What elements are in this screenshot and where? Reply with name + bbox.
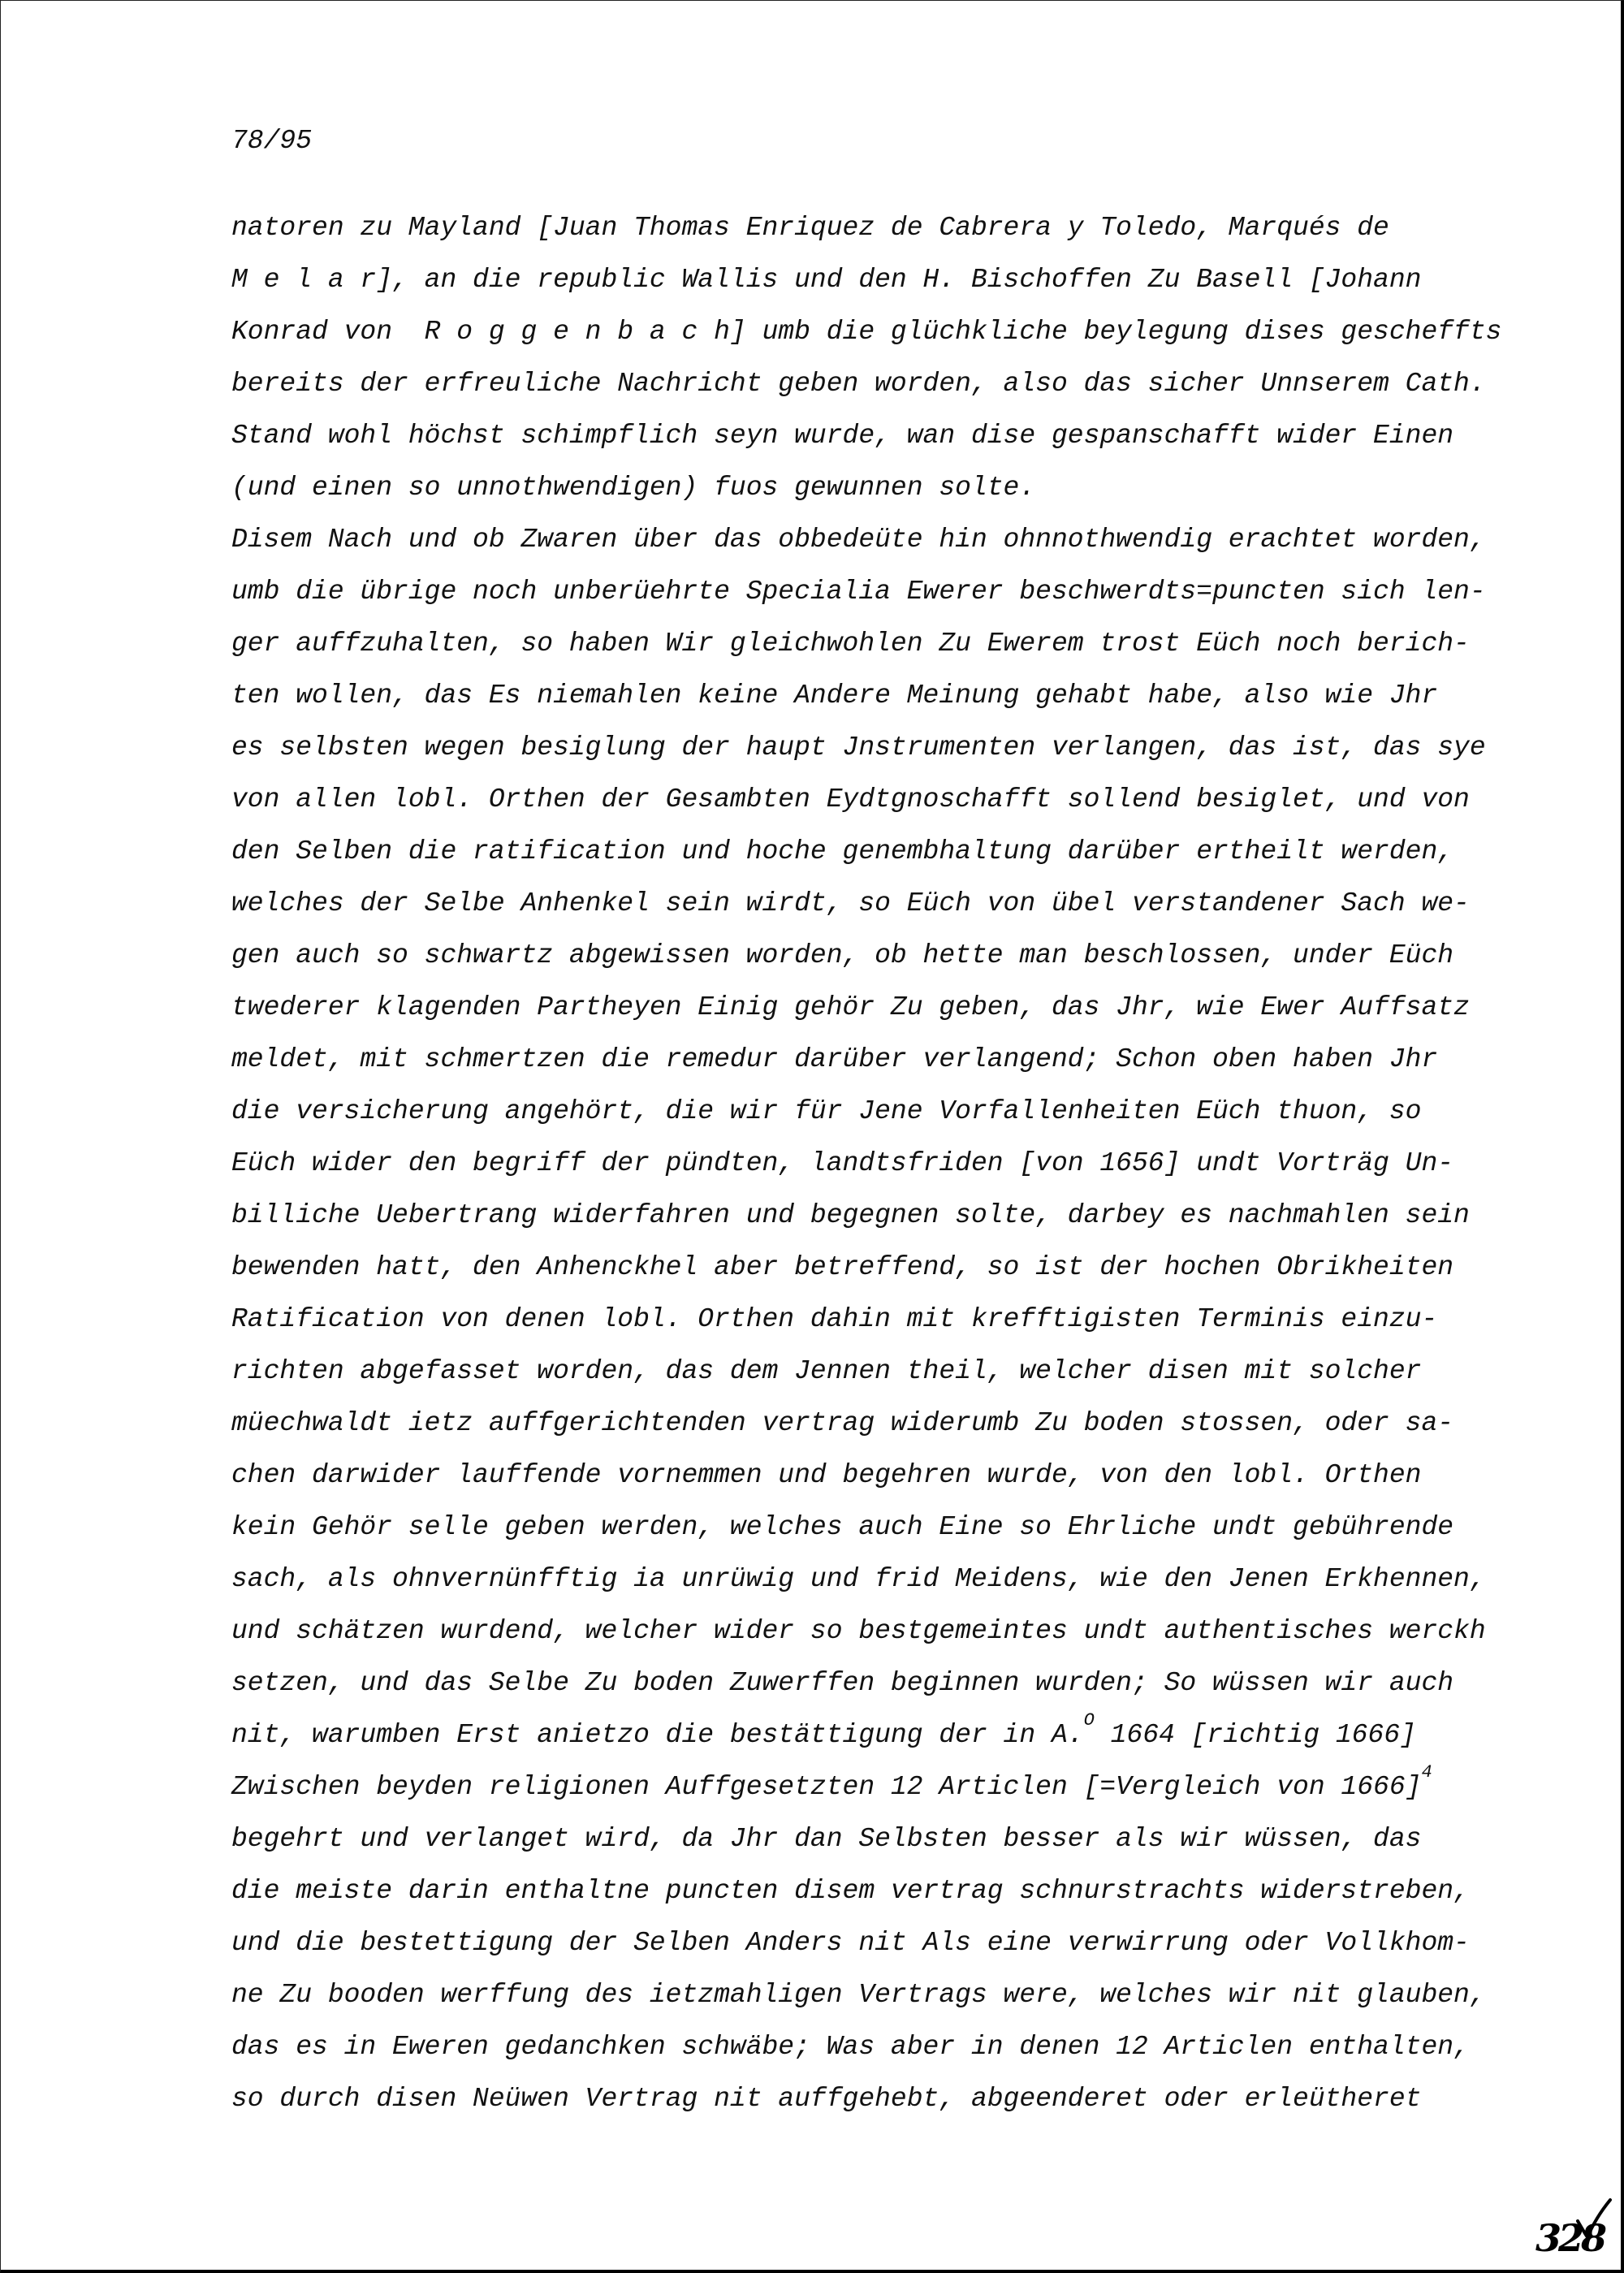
text-segment: den Selben die ratification und hoche genembhaltung darüber ertheilt werden, — [231, 836, 1454, 866]
text-segment: sach, als ohnvernünfftig ia unrüwig und frid Meidens, wie den Jenen Erkhennen, — [231, 1564, 1486, 1594]
text-line — [231, 1969, 1501, 2021]
text-segment: müechwaldt ietz auffgerichtenden vertrag widerumb Zu boden stossen, oder sa- — [231, 1408, 1454, 1438]
superscript: 4 — [1421, 1762, 1432, 1783]
text-line — [231, 982, 1501, 1034]
text-line — [231, 1086, 1501, 1138]
handwritten-folio-number — [1535, 2193, 1617, 2267]
text-line — [231, 566, 1501, 618]
text-segment: chen darwider lauffende vornemmen und begehren wurde, von den lobl. Orthen — [231, 1460, 1422, 1490]
text-line — [231, 514, 1501, 566]
text-segment: Zwischen beyden religionen Auffgesetzten 12 Articlen [=Vergleich von 1666] — [231, 1772, 1422, 1802]
text-line — [231, 462, 1501, 514]
text-segment: und schätzen wurdend, welcher wider so bestgemeintes undt authentisches werckh — [231, 1616, 1486, 1646]
text-line — [231, 1190, 1501, 1242]
text-line — [231, 1917, 1501, 1969]
text-segment: natoren zu Mayland [Juan Thomas Enriquez de Cabrera y Toledo, Marqués de — [231, 213, 1389, 243]
text-segment: billiche Uebertrang widerfahren und begegnen solte, darbey es nachmahlen sein — [231, 1200, 1470, 1230]
text-line — [231, 1502, 1501, 1554]
text-line — [231, 1294, 1501, 1346]
text-segment: nit, warumben Erst anietzo die bestättigung der in A. — [231, 1720, 1084, 1750]
text-line — [231, 1554, 1501, 1605]
superscript: O — [1083, 1710, 1095, 1731]
text-segment: Stand wohl höchst schimpflich seyn wurde, wan dise gespanschafft wider Einen — [231, 421, 1454, 451]
text-line — [231, 1398, 1501, 1450]
text-segment: (und einen so unnothwendigen) fuos gewunnen solte. — [231, 473, 1036, 503]
text-segment: bewenden hatt, den Anhenckhel aber betreffend, so ist der hochen Obrikheiten — [231, 1252, 1454, 1282]
text-segment: meldet, mit schmertzen die remedur darüber verlangend; Schon oben haben Jhr — [231, 1044, 1438, 1074]
text-line — [231, 202, 1501, 254]
text-line — [231, 1138, 1501, 1190]
text-segment: welches der Selbe Anhenkel sein wirdt, so Eüch von übel verstandener Sach we- — [231, 888, 1470, 918]
text-line — [231, 254, 1501, 306]
text-line — [231, 1450, 1501, 1502]
text-segment: setzen, und das Selbe Zu boden Zuwerffen beginnen wurden; So wüssen wir auch — [231, 1668, 1454, 1698]
text-line — [231, 2021, 1501, 2073]
text-segment: und die bestettigung der Selben Anders nit Als eine verwirrung oder Vollkhom- — [231, 1928, 1470, 1958]
text-segment: Ratification von denen lobl. Orthen dahin mit krefftigisten Terminis einzu- — [231, 1304, 1438, 1334]
text-segment: richten abgefasset worden, das dem Jennen theil, welcher disen mit solcher — [231, 1356, 1422, 1386]
text-line — [231, 1709, 1501, 1761]
text-segment: die versicherung angehört, die wir für Jene Vorfallenheiten Eüch thuon, so — [231, 1096, 1422, 1126]
text-segment: ten wollen, das Es niemahlen keine Andere Meinung gehabt habe, also wie Jhr — [231, 681, 1438, 711]
text-line — [231, 1242, 1501, 1294]
text-segment: umb die übrige noch unberüehrte Specialia Ewerer beschwerdts=puncten sich len- — [231, 577, 1486, 607]
text-segment: M e l a r], an die republic Wallis und den H. Bischoffen Zu Basell [Johann — [231, 265, 1422, 295]
text-line — [231, 1813, 1501, 1865]
text-line — [231, 774, 1501, 826]
text-segment: twederer klagenden Partheyen Einig gehör Zu geben, das Jhr, wie Ewer Auffsatz — [231, 992, 1470, 1022]
text-line — [231, 1605, 1501, 1657]
text-segment: die meiste darin enthaltne puncten disem vertrag schnurstrachts widerstreben, — [231, 1876, 1470, 1906]
text-line — [231, 1761, 1501, 1813]
text-line — [231, 358, 1501, 410]
text-segment: ne Zu booden werffung des ietzmahligen Vertrags were, welches wir nit glauben, — [231, 1980, 1486, 2010]
text-line — [231, 1657, 1501, 1709]
text-line — [231, 2073, 1501, 2125]
text-segment: gen auch so schwartz abgewissen worden, ob hette man beschlossen, under Eüch — [231, 940, 1454, 970]
text-line — [231, 826, 1501, 878]
text-segment: es selbsten wegen besiglung der haupt Jnstrumenten verlangen, das ist, das sye — [231, 732, 1486, 763]
text-segment: ger auffzuhalten, so haben Wir gleichwohlen Zu Ewerem trost Eüch noch berich- — [231, 629, 1470, 659]
text-segment: bereits der erfreuliche Nachricht geben worden, also das sicher Unnserem Cath. — [231, 369, 1486, 399]
page-number: 78/95 — [231, 126, 313, 156]
text-segment: Konrad von R o g g e n b a c h] umb die glüchkliche beylegung dises gescheffts — [231, 317, 1502, 347]
text-line — [231, 1346, 1501, 1398]
text-segment: kein Gehör selle geben werden, welches auch Eine so Ehrliche undt gebührende — [231, 1512, 1454, 1542]
text-segment: so durch disen Neüwen Vertrag nit auffgehebt, abgeenderet oder erleütheret — [231, 2084, 1422, 2114]
text-segment: 1664 [richtig 1666] — [1094, 1720, 1416, 1750]
text-line — [231, 930, 1501, 982]
text-line — [231, 878, 1501, 930]
text-line — [231, 1034, 1501, 1086]
text-line — [231, 670, 1501, 722]
text-line — [231, 1865, 1501, 1917]
text-segment: begehrt und verlanget wird, da Jhr dan Selbsten besser als wir wüssen, das — [231, 1824, 1422, 1854]
folio-number-text: 328 — [1535, 2216, 1605, 2260]
text-segment: Disem Nach und ob Zwaren über das obbedeüte hin ohnnothwendig erachtet worden, — [231, 525, 1486, 555]
body-text — [231, 202, 1501, 2125]
text-line — [231, 722, 1501, 774]
text-segment: das es in Eweren gedanchken schwäbe; Was aber in denen 12 Articlen enthalten, — [231, 2032, 1470, 2062]
text-segment: Eüch wider den begriff der pündten, landtsfriden [von 1656] undt Vorträg Un- — [231, 1148, 1454, 1178]
text-line — [231, 410, 1501, 462]
text-segment: von allen lobl. Orthen der Gesambten Eydtgnoschafft sollend besiglet, und von — [231, 784, 1470, 815]
text-line — [231, 306, 1501, 358]
text-line — [231, 618, 1501, 670]
